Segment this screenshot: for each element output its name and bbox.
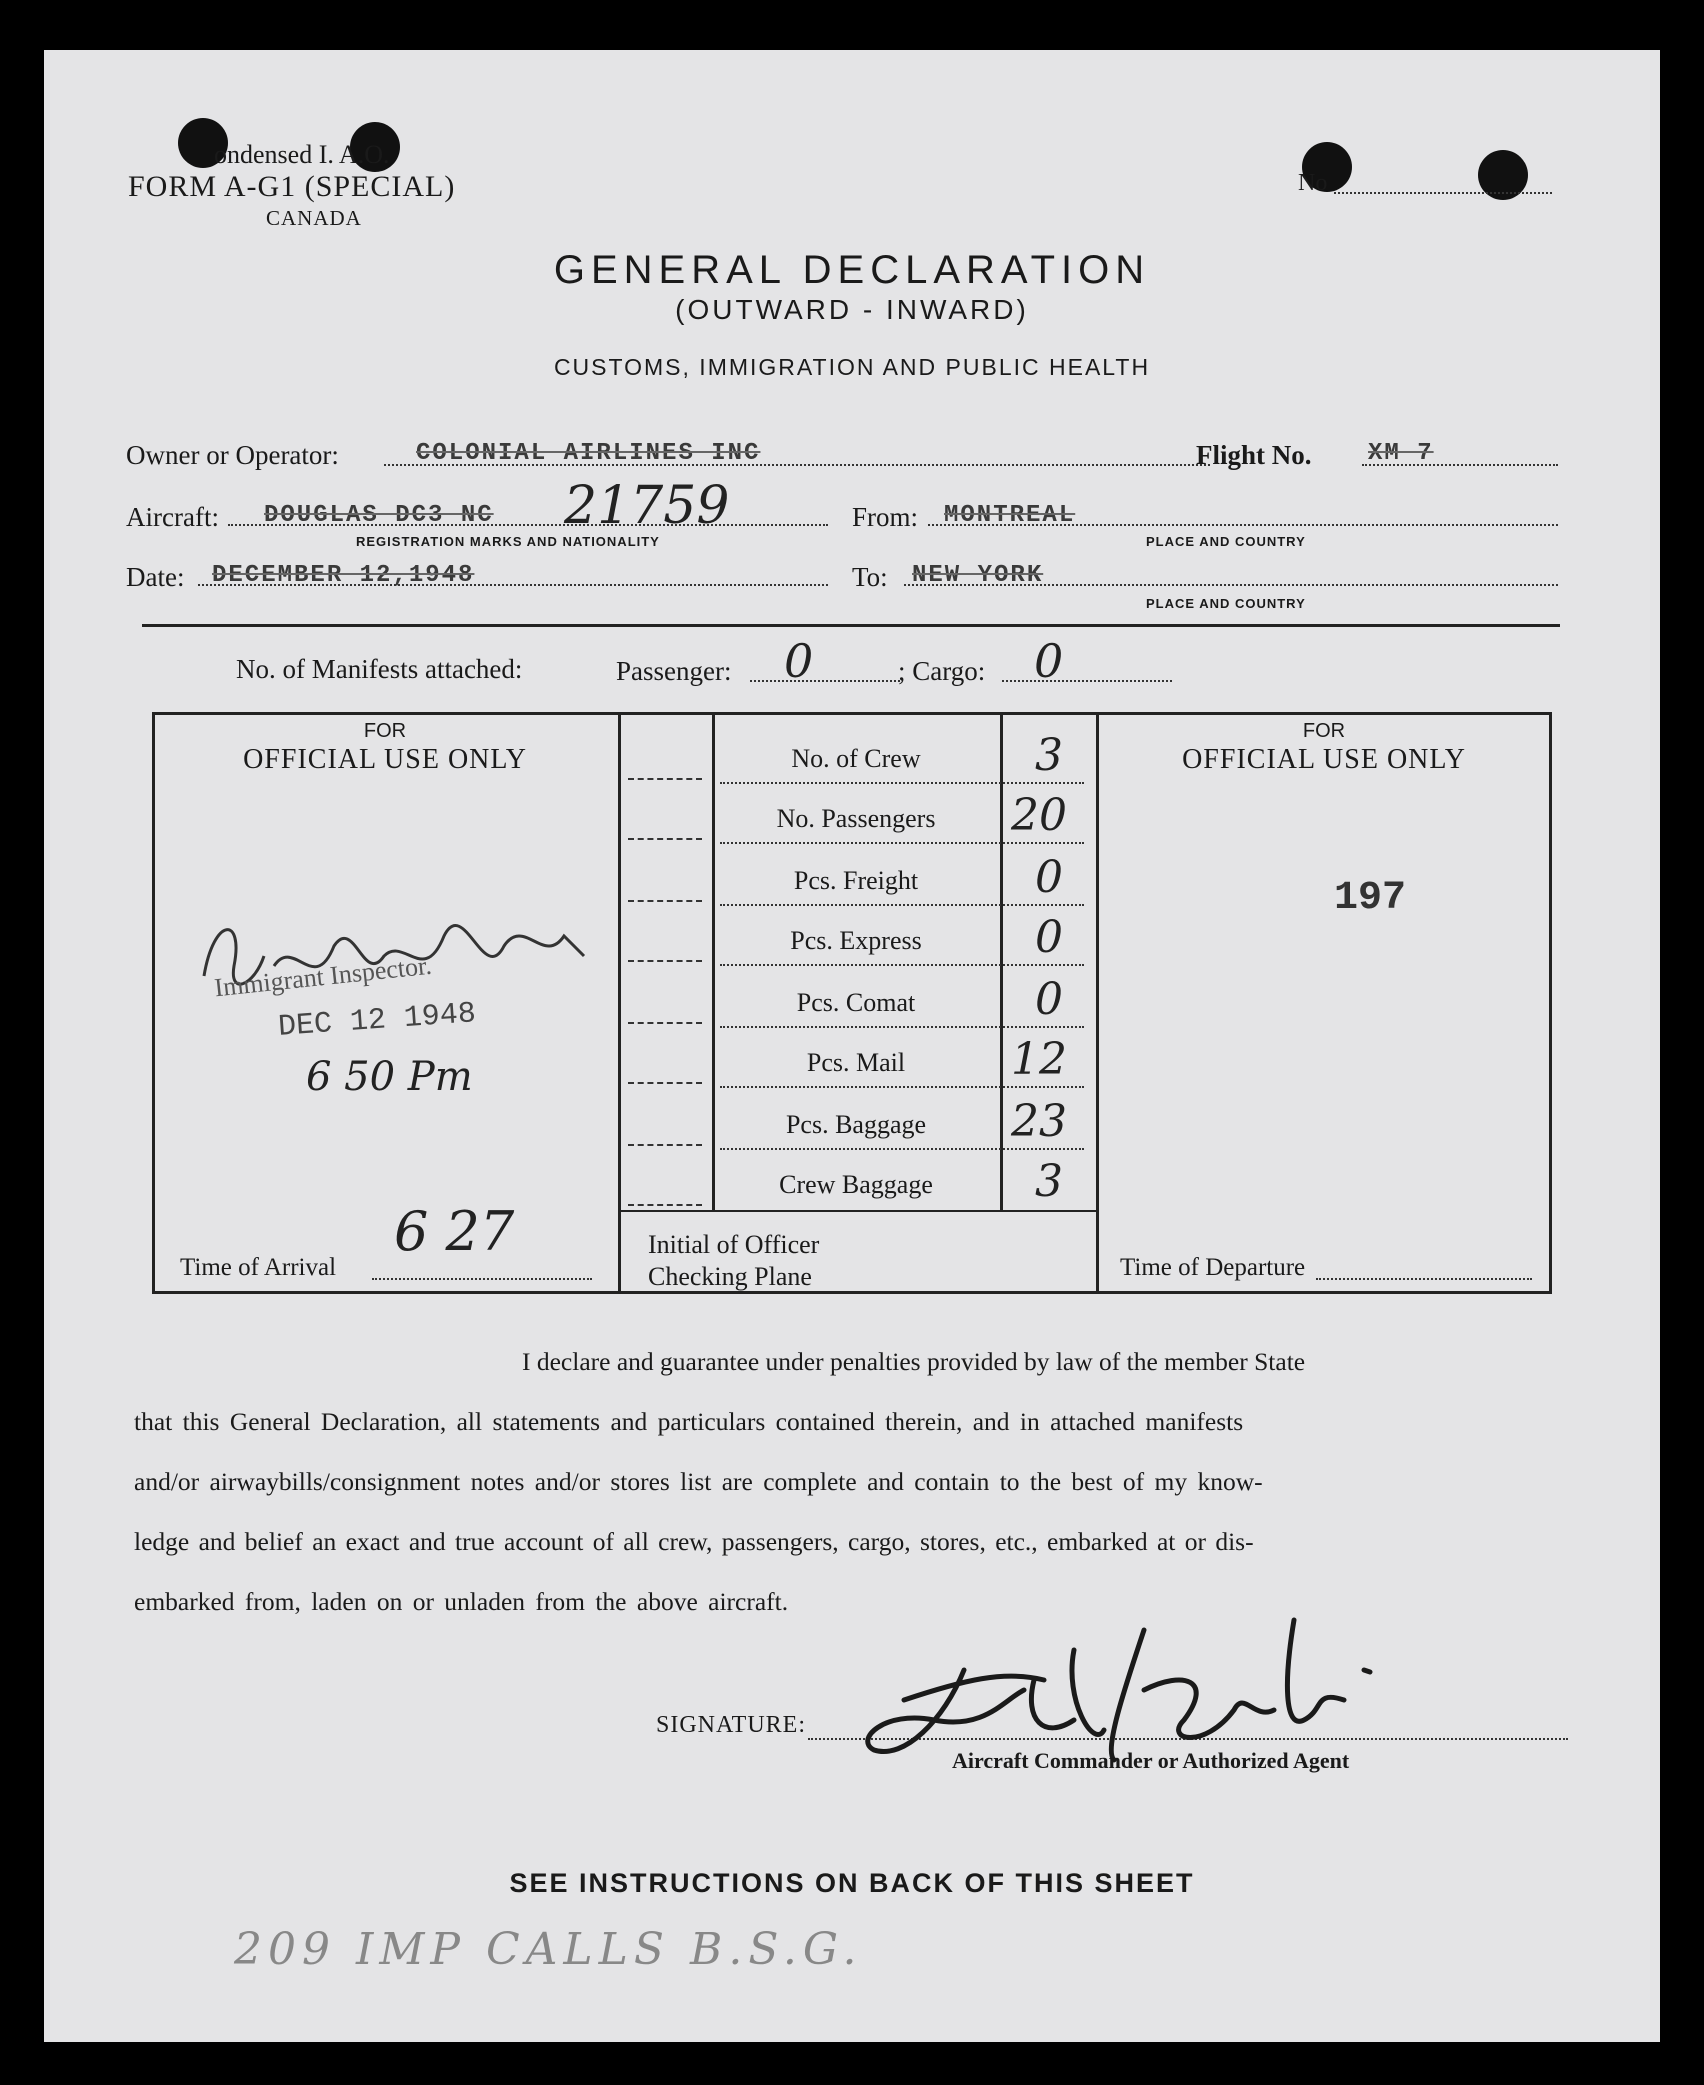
- date-value: DECEMBER 12,1948: [212, 562, 475, 589]
- instructions-note: SEE INSTRUCTIONS ON BACK OF THIS SHEET: [509, 1868, 1195, 1898]
- table-divider: [1096, 712, 1099, 1294]
- stamp-time: 6 50 Pm: [306, 1054, 473, 1100]
- row-label-baggage: Pcs. Baggage: [785, 1110, 927, 1139]
- page-title: GENERAL DECLARATION: [553, 248, 1151, 292]
- initial-slot: [628, 1144, 702, 1146]
- form-id: FORM A-G1 (SPECIAL): [128, 170, 456, 203]
- arrival-line: [372, 1278, 592, 1280]
- row-line: [720, 1026, 1084, 1028]
- to-caption: PLACE AND COUNTRY: [1146, 596, 1306, 611]
- row-value-express: 0: [1035, 912, 1063, 963]
- header-line1: ondensed I. A.O.: [214, 140, 390, 169]
- row-value-crew: 3: [1035, 730, 1063, 781]
- handwritten-note: 209 IMP CALLS B.S.G.: [234, 1924, 863, 1975]
- row-label-freight: Pcs. Freight: [793, 866, 919, 895]
- row-value-passengers: 20: [1011, 790, 1067, 841]
- manifest-cargo-line: [1002, 680, 1172, 682]
- initial-slot: [628, 778, 702, 780]
- row-line: [720, 904, 1084, 906]
- from-caption: PLACE AND COUNTRY: [1146, 534, 1306, 549]
- signature-label: SIGNATURE:: [656, 1712, 807, 1738]
- row-value-comat: 0: [1035, 974, 1063, 1025]
- row-line: [720, 1086, 1084, 1088]
- declaration-line1: I declare and guarantee under penalties provided by law of the member State: [522, 1347, 1306, 1376]
- row-label-comat: Pcs. Comat: [796, 988, 916, 1017]
- row-line: [720, 964, 1084, 966]
- initial-slot: [628, 1204, 702, 1206]
- table-divider: [712, 712, 715, 1212]
- stamp-date: DEC 12 1948: [277, 997, 477, 1045]
- left-official-small: FOR: [363, 720, 407, 742]
- form-sheet: [44, 50, 1660, 2042]
- from-label: From:: [852, 502, 919, 532]
- row-line: [720, 782, 1084, 784]
- signature-caption: Aircraft Commander or Authorized Agent: [952, 1748, 1350, 1773]
- header-country: CANADA: [266, 206, 362, 230]
- flight-label: Flight No.: [1196, 440, 1312, 470]
- aircraft-label: Aircraft:: [126, 502, 219, 532]
- right-official-small: FOR: [1302, 720, 1346, 742]
- row-line: [720, 842, 1084, 844]
- arrival-label: Time of Arrival: [180, 1254, 337, 1281]
- manifest-passenger-line: [750, 680, 900, 682]
- initial-slot: [628, 960, 702, 962]
- manifest-cargo-label: ; Cargo:: [898, 656, 986, 686]
- date-label: Date:: [126, 562, 185, 592]
- to-label: To:: [852, 562, 888, 592]
- manifests-label: No. of Manifests attached:: [236, 654, 523, 684]
- manifest-passenger-value: 0: [784, 634, 814, 688]
- aircraft-value: DOUGLAS DC3 NC: [264, 502, 494, 529]
- right-official-number: 197: [1334, 876, 1407, 921]
- header-divider: [142, 624, 1560, 627]
- page-category: CUSTOMS, IMMIGRATION AND PUBLIC HEALTH: [553, 354, 1151, 380]
- initial-slot: [628, 900, 702, 902]
- row-value-crew-baggage: 3: [1035, 1156, 1063, 1207]
- to-value: NEW YORK: [912, 562, 1044, 589]
- declaration-line5: embarked from, laden on or unladen from the above aircraft.: [134, 1587, 789, 1616]
- owner-label: Owner or Operator:: [126, 440, 339, 470]
- row-label-mail: Pcs. Mail: [806, 1048, 906, 1077]
- aircraft-caption: REGISTRATION MARKS AND NATIONALITY: [356, 534, 660, 549]
- row-value-freight: 0: [1035, 852, 1063, 903]
- owner-value: COLONIAL AIRLINES INC: [416, 440, 761, 467]
- departure-label: Time of Departure: [1120, 1254, 1306, 1281]
- row-label-crew: No. of Crew: [791, 744, 921, 773]
- initial-slot: [628, 1082, 702, 1084]
- right-official-header: OFFICIAL USE ONLY: [1182, 744, 1466, 775]
- row-value-mail: 12: [1011, 1034, 1067, 1085]
- declaration-line4: ledge and belief an exact and true account of all crew, passengers, cargo, stores, etc., embarked at or dis-: [134, 1527, 1254, 1556]
- aircraft-registration-handwritten: 21759: [564, 476, 730, 536]
- row-value-baggage: 23: [1011, 1096, 1067, 1147]
- officer-line2: Checking Plane: [648, 1262, 812, 1291]
- row-line: [720, 1148, 1084, 1150]
- manifest-cargo-value: 0: [1034, 634, 1064, 688]
- stamp-title: Immigrant Inspector.: [213, 950, 433, 1003]
- officer-line1: Initial of Officer: [648, 1230, 820, 1259]
- number-line: [1334, 192, 1552, 194]
- table-divider: [618, 1210, 1096, 1212]
- left-official-header: OFFICIAL USE ONLY: [243, 744, 527, 775]
- number-label: No: [1298, 170, 1328, 196]
- from-value: MONTREAL: [944, 502, 1076, 529]
- row-label-express: Pcs. Express: [790, 926, 922, 955]
- departure-line: [1316, 1278, 1532, 1280]
- initial-slot: [628, 1022, 702, 1024]
- flight-value: XM 7: [1368, 440, 1434, 467]
- row-label-crew-baggage: Crew Baggage: [779, 1170, 933, 1199]
- arrival-value: 6 27: [394, 1200, 515, 1263]
- declaration-line2: that this General Declaration, all statements and particulars contained therein, and in attached manifests: [134, 1407, 1244, 1436]
- manifest-passenger-label: Passenger:: [616, 656, 732, 686]
- row-label-passengers: No. Passengers: [776, 804, 936, 833]
- initial-slot: [628, 838, 702, 840]
- declaration-line3: and/or airwaybills/consignment notes and/or stores list are complete and contain to the best of my know-: [134, 1467, 1263, 1496]
- page-subtitle: (OUTWARD - INWARD): [675, 294, 1029, 325]
- table-divider: [618, 712, 621, 1294]
